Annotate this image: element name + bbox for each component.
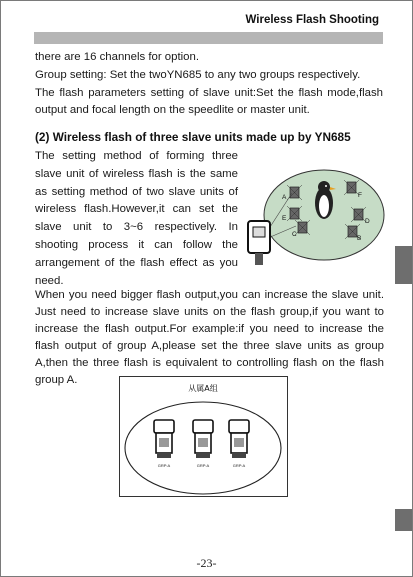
flash-label-f: F — [358, 192, 362, 199]
flash-label-c: C — [292, 231, 297, 238]
unit-label: GRP:A — [196, 463, 210, 468]
unit-label: GRP:A — [232, 463, 246, 468]
flash-label-a: A — [282, 194, 287, 201]
flash-label-b: B — [357, 235, 362, 242]
group-a-title: 从属A组 — [188, 384, 218, 393]
page-edge-tab — [395, 246, 412, 284]
header-bar — [34, 32, 383, 44]
slave-flash-unit-icon — [154, 420, 174, 458]
page-number: -23- — [196, 556, 217, 570]
three-slave-diagram — [244, 163, 386, 276]
header-title: Wireless Flash Shooting — [245, 14, 379, 26]
paragraph-channels: there are 16 channels for option. — [35, 51, 200, 63]
slave-flash-unit-icon — [193, 420, 213, 458]
unit-label: GRP:A — [157, 463, 171, 468]
master-flash-icon — [248, 221, 270, 265]
flash-label-d: D — [365, 218, 370, 225]
slave-flash-unit-icon — [229, 420, 249, 458]
paragraph-three-slave-method: The setting method of forming three slave unit of wireless flash is the same as setting method of two slave units of wireless flash.However,it can set the slave unit to 3~6 respectively. In shooting process it can follow the arrangement of the flash effect as you need. — [35, 150, 238, 287]
paragraph-slave-parameters: The flash parameters setting of slave unit:Set the flash mode,flash output and focal length on the speedlite or master unit. — [35, 87, 383, 116]
paragraph-increase-output: When you need bigger flash output,you can increase the slave unit. Just need to increase slave units on the flash group,if you want to increase the flash output.For example:if you need to increase the flash output of group A,please set the three slave units as group A,then the three flash is equivalent to controlling flash on the flash group A. — [35, 289, 384, 386]
section-heading: (2) Wireless flash of three slave units made up by YN685 — [35, 130, 351, 144]
group-a-diagram — [119, 376, 288, 497]
page-edge-tab-lower — [395, 509, 412, 531]
paragraph-group-setting: Group setting: Set the twoYN685 to any two groups respectively. — [35, 69, 361, 81]
flash-label-e: E — [282, 215, 287, 222]
